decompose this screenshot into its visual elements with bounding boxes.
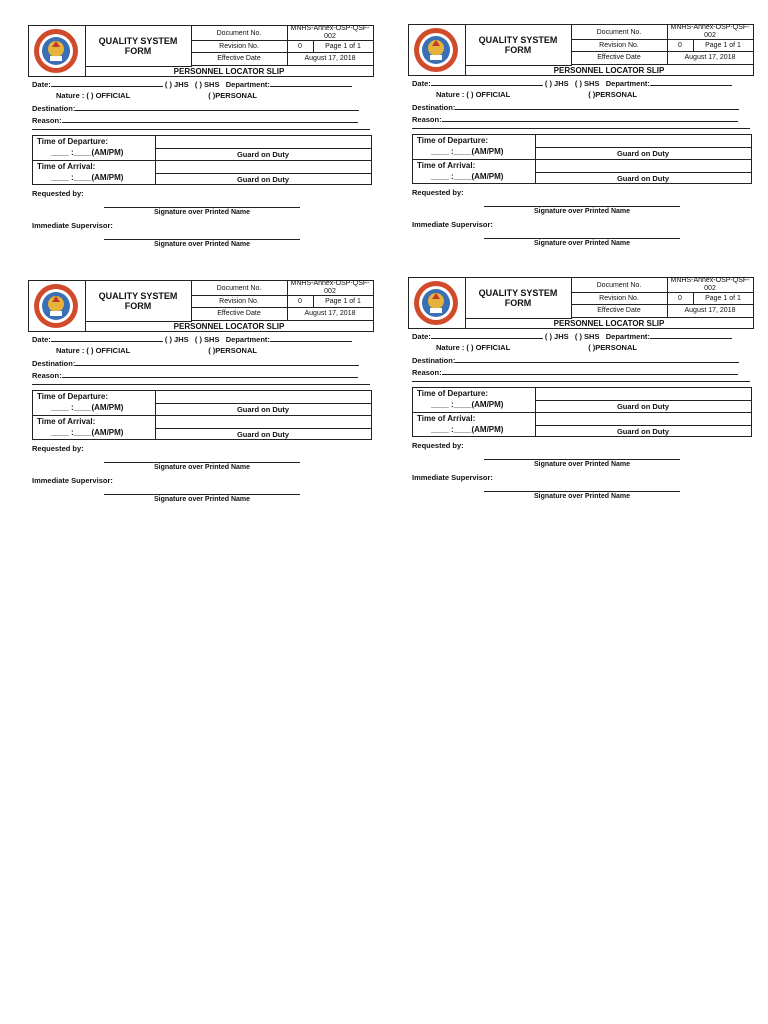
date-line bbox=[32, 334, 352, 344]
form-header bbox=[408, 24, 754, 76]
destination-label: Destination: bbox=[32, 359, 76, 368]
guard-on-duty-label: Guard on Duty bbox=[616, 173, 670, 183]
document-meta bbox=[191, 26, 373, 66]
time-departure-label: Time of Departure: bbox=[37, 137, 108, 146]
time-arrival-label: Time of Arrival: bbox=[37, 162, 96, 171]
departure-cell bbox=[413, 388, 536, 412]
effective-date-label: Effective Date bbox=[571, 304, 668, 317]
effective-date-value: August 17, 2018 bbox=[304, 309, 356, 317]
department-field[interactable] bbox=[650, 78, 732, 86]
reason-line bbox=[412, 367, 738, 377]
destination-line bbox=[32, 103, 359, 113]
effective-date-value: August 17, 2018 bbox=[304, 54, 356, 62]
supervisor-label: Immediate Supervisor: bbox=[32, 221, 113, 230]
reason-line bbox=[412, 114, 738, 124]
page-number: Page 1 of 1 bbox=[705, 41, 741, 49]
guard-on-duty-label: Guard on Duty bbox=[236, 404, 290, 414]
signature-caption: Signature over Printed Name bbox=[533, 493, 631, 500]
document-meta bbox=[571, 278, 753, 318]
logo-cell bbox=[29, 281, 86, 331]
time-departure-label: Time of Departure: bbox=[417, 389, 488, 398]
date-field[interactable] bbox=[431, 331, 543, 339]
date-line bbox=[32, 79, 352, 89]
revision-no-value: 0 bbox=[287, 295, 314, 307]
destination-label: Destination: bbox=[32, 104, 76, 113]
department-field[interactable] bbox=[270, 334, 352, 342]
form-title: QUALITY SYSTEM FORM bbox=[465, 25, 572, 66]
time-arrival-field[interactable]: ____ :____(AM/PM) bbox=[51, 173, 124, 182]
reason-continuation-line[interactable] bbox=[412, 128, 750, 129]
revision-no-value: 0 bbox=[667, 292, 694, 304]
time-departure-label: Time of Departure: bbox=[37, 392, 108, 401]
destination-field[interactable] bbox=[75, 103, 359, 111]
guard-on-duty-label: Guard on Duty bbox=[616, 148, 670, 158]
supervisor-signature-line[interactable] bbox=[484, 238, 680, 239]
school-seal-icon bbox=[33, 28, 79, 74]
nature-personal-option[interactable]: ( )PERSONAL bbox=[588, 343, 637, 352]
shs-option[interactable]: ( ) SHS bbox=[574, 79, 600, 88]
requester-signature-line[interactable] bbox=[484, 459, 680, 460]
time-table bbox=[412, 387, 752, 437]
date-field[interactable] bbox=[51, 334, 163, 342]
date-line bbox=[412, 78, 732, 88]
time-arrival-label: Time of Arrival: bbox=[37, 417, 96, 426]
destination-line bbox=[32, 358, 359, 368]
document-no-value: MNHS-Annex-OSP-QSF-002 bbox=[670, 24, 750, 39]
reason-label: Reason: bbox=[32, 371, 62, 380]
time-arrival-field[interactable]: ____ :____(AM/PM) bbox=[431, 172, 504, 181]
department-label: Department: bbox=[225, 80, 270, 89]
signature-caption: Signature over Printed Name bbox=[533, 240, 631, 247]
revision-no-label: Revision No. bbox=[191, 40, 288, 52]
signature-caption: Signature over Printed Name bbox=[533, 208, 631, 215]
guard-on-duty-label: Guard on Duty bbox=[236, 149, 290, 159]
nature-line bbox=[436, 343, 637, 352]
arrival-cell bbox=[33, 161, 156, 185]
document-no-row bbox=[571, 25, 753, 40]
locator-slip bbox=[28, 25, 374, 257]
arrival-cell bbox=[33, 416, 156, 440]
signature-caption: Signature over Printed Name bbox=[153, 496, 251, 503]
nature-official-option[interactable]: Nature : ( ) OFFICIAL bbox=[436, 343, 511, 352]
nature-personal-option[interactable]: ( )PERSONAL bbox=[208, 91, 257, 100]
signature-caption: Signature over Printed Name bbox=[153, 464, 251, 471]
slip-title: PERSONNEL LOCATOR SLIP bbox=[553, 65, 665, 75]
nature-line bbox=[56, 346, 257, 355]
page-number: Page 1 of 1 bbox=[325, 42, 361, 50]
document-no-row bbox=[191, 281, 373, 296]
signature-caption: Signature over Printed Name bbox=[153, 209, 251, 216]
document-no-row bbox=[571, 278, 753, 293]
document-no-value: MNHS-Annex-OSP-QSF-002 bbox=[670, 277, 750, 292]
destination-label: Destination: bbox=[412, 103, 456, 112]
page-number: Page 1 of 1 bbox=[705, 294, 741, 302]
department-label: Department: bbox=[225, 335, 270, 344]
shs-option[interactable]: ( ) SHS bbox=[194, 80, 220, 89]
logo-cell bbox=[409, 25, 466, 75]
effective-date-label: Effective Date bbox=[191, 52, 288, 65]
supervisor-signature-line[interactable] bbox=[484, 491, 680, 492]
date-label: Date: bbox=[412, 332, 431, 341]
effective-date-value: August 17, 2018 bbox=[684, 306, 736, 314]
destination-line bbox=[412, 102, 739, 112]
requested-by-label: Requested by: bbox=[412, 441, 464, 450]
time-table bbox=[32, 390, 372, 440]
time-departure-field[interactable]: ____ :____(AM/PM) bbox=[51, 403, 124, 412]
reason-continuation-line[interactable] bbox=[32, 384, 370, 385]
requester-signature-line[interactable] bbox=[104, 462, 300, 463]
form-header bbox=[408, 277, 754, 329]
date-label: Date: bbox=[32, 335, 51, 344]
nature-official-option[interactable]: Nature : ( ) OFFICIAL bbox=[436, 90, 511, 99]
nature-line bbox=[436, 90, 637, 99]
requested-by-label: Requested by: bbox=[32, 189, 84, 198]
time-departure-field[interactable]: ____ :____(AM/PM) bbox=[431, 400, 504, 409]
date-field[interactable] bbox=[431, 78, 543, 86]
effective-date-value: August 17, 2018 bbox=[684, 53, 736, 61]
guard-on-duty-label: Guard on Duty bbox=[236, 174, 290, 184]
guard-on-duty-label: Guard on Duty bbox=[236, 429, 290, 439]
department-field[interactable] bbox=[270, 79, 352, 87]
date-label: Date: bbox=[412, 79, 431, 88]
date-line bbox=[412, 331, 732, 341]
time-table bbox=[412, 134, 752, 184]
revision-no-label: Revision No. bbox=[571, 292, 668, 304]
locator-slip bbox=[408, 24, 754, 256]
arrival-cell bbox=[413, 160, 536, 184]
signature-caption: Signature over Printed Name bbox=[533, 461, 631, 468]
time-departure-label: Time of Departure: bbox=[417, 136, 488, 145]
reason-field[interactable] bbox=[62, 115, 358, 123]
reason-label: Reason: bbox=[32, 116, 62, 125]
jhs-option[interactable]: ( ) JHS bbox=[544, 79, 569, 88]
document-meta bbox=[191, 281, 373, 321]
slip-title: PERSONNEL LOCATOR SLIP bbox=[173, 66, 285, 76]
school-seal-icon bbox=[33, 283, 79, 329]
form-title: QUALITY SYSTEM FORM bbox=[465, 278, 572, 319]
supervisor-signature-line[interactable] bbox=[104, 494, 300, 495]
logo-cell bbox=[29, 26, 86, 76]
document-no-value: MNHS-Annex-OSP-QSF-002 bbox=[290, 25, 370, 40]
revision-no-value: 0 bbox=[287, 40, 314, 52]
jhs-option[interactable]: ( ) JHS bbox=[164, 80, 189, 89]
guard-on-duty-label: Guard on Duty bbox=[616, 401, 670, 411]
supervisor-label: Immediate Supervisor: bbox=[412, 220, 493, 229]
nature-personal-option[interactable]: ( )PERSONAL bbox=[588, 90, 637, 99]
shs-option[interactable]: ( ) SHS bbox=[194, 335, 220, 344]
slip-title: PERSONNEL LOCATOR SLIP bbox=[173, 321, 285, 331]
requester-signature-line[interactable] bbox=[484, 206, 680, 207]
destination-field[interactable] bbox=[455, 102, 739, 110]
requester-signature-line[interactable] bbox=[104, 207, 300, 208]
arrival-cell bbox=[413, 413, 536, 437]
effective-date-row bbox=[191, 52, 373, 66]
time-arrival-field[interactable]: ____ :____(AM/PM) bbox=[51, 428, 124, 437]
jhs-option[interactable]: ( ) JHS bbox=[164, 335, 189, 344]
jhs-option[interactable]: ( ) JHS bbox=[544, 332, 569, 341]
document-no-label: Document No. bbox=[571, 25, 668, 39]
slip-title: PERSONNEL LOCATOR SLIP bbox=[553, 318, 665, 328]
form-title: QUALITY SYSTEM FORM bbox=[85, 281, 192, 322]
requested-by-label: Requested by: bbox=[32, 444, 84, 453]
document-no-label: Document No. bbox=[191, 281, 288, 295]
document-meta bbox=[571, 25, 753, 65]
time-departure-field[interactable]: ____ :____(AM/PM) bbox=[51, 148, 124, 157]
revision-no-value: 0 bbox=[667, 39, 694, 51]
nature-official-option[interactable]: Nature : ( ) OFFICIAL bbox=[56, 91, 131, 100]
reason-label: Reason: bbox=[412, 368, 442, 377]
destination-field[interactable] bbox=[75, 358, 359, 366]
revision-no-label: Revision No. bbox=[191, 295, 288, 307]
destination-line bbox=[412, 355, 739, 365]
reason-continuation-line[interactable] bbox=[32, 129, 370, 130]
page-number: Page 1 of 1 bbox=[325, 297, 361, 305]
form-header bbox=[28, 280, 374, 332]
department-label: Department: bbox=[605, 79, 650, 88]
supervisor-signature-line[interactable] bbox=[104, 239, 300, 240]
document-no-label: Document No. bbox=[571, 278, 668, 292]
reason-label: Reason: bbox=[412, 115, 442, 124]
signature-caption: Signature over Printed Name bbox=[153, 241, 251, 248]
date-label: Date: bbox=[32, 80, 51, 89]
document-no-row bbox=[191, 26, 373, 41]
reason-continuation-line[interactable] bbox=[412, 381, 750, 382]
time-departure-field[interactable]: ____ :____(AM/PM) bbox=[431, 147, 504, 156]
effective-date-row bbox=[191, 307, 373, 321]
locator-slip bbox=[408, 277, 754, 509]
nature-personal-option[interactable]: ( )PERSONAL bbox=[208, 346, 257, 355]
reason-field[interactable] bbox=[62, 370, 358, 378]
destination-label: Destination: bbox=[412, 356, 456, 365]
logo-cell bbox=[409, 278, 466, 328]
departure-cell bbox=[413, 135, 536, 159]
form-title: QUALITY SYSTEM FORM bbox=[85, 26, 192, 67]
department-label: Department: bbox=[605, 332, 650, 341]
date-field[interactable] bbox=[51, 79, 163, 87]
time-arrival-label: Time of Arrival: bbox=[417, 414, 476, 423]
form-header bbox=[28, 25, 374, 77]
document-no-value: MNHS-Annex-OSP-QSF-002 bbox=[290, 280, 370, 295]
guard-on-duty-label: Guard on Duty bbox=[616, 426, 670, 436]
time-table bbox=[32, 135, 372, 185]
destination-field[interactable] bbox=[455, 355, 739, 363]
supervisor-label: Immediate Supervisor: bbox=[412, 473, 493, 482]
effective-date-label: Effective Date bbox=[571, 51, 668, 64]
reason-field[interactable] bbox=[442, 367, 738, 375]
departure-cell bbox=[33, 391, 156, 415]
departure-cell bbox=[33, 136, 156, 160]
requested-by-label: Requested by: bbox=[412, 188, 464, 197]
effective-date-row bbox=[571, 51, 753, 65]
time-arrival-label: Time of Arrival: bbox=[417, 161, 476, 170]
time-arrival-field[interactable]: ____ :____(AM/PM) bbox=[431, 425, 504, 434]
reason-line bbox=[32, 370, 358, 380]
document-no-label: Document No. bbox=[191, 26, 288, 40]
school-seal-icon bbox=[413, 27, 459, 73]
effective-date-label: Effective Date bbox=[191, 307, 288, 320]
nature-official-option[interactable]: Nature : ( ) OFFICIAL bbox=[56, 346, 131, 355]
nature-line bbox=[56, 91, 257, 100]
school-seal-icon bbox=[413, 280, 459, 326]
effective-date-row bbox=[571, 304, 753, 318]
reason-field[interactable] bbox=[442, 114, 738, 122]
department-field[interactable] bbox=[650, 331, 732, 339]
shs-option[interactable]: ( ) SHS bbox=[574, 332, 600, 341]
supervisor-label: Immediate Supervisor: bbox=[32, 476, 113, 485]
locator-slip bbox=[28, 280, 374, 512]
revision-no-label: Revision No. bbox=[571, 39, 668, 51]
reason-line bbox=[32, 115, 358, 125]
